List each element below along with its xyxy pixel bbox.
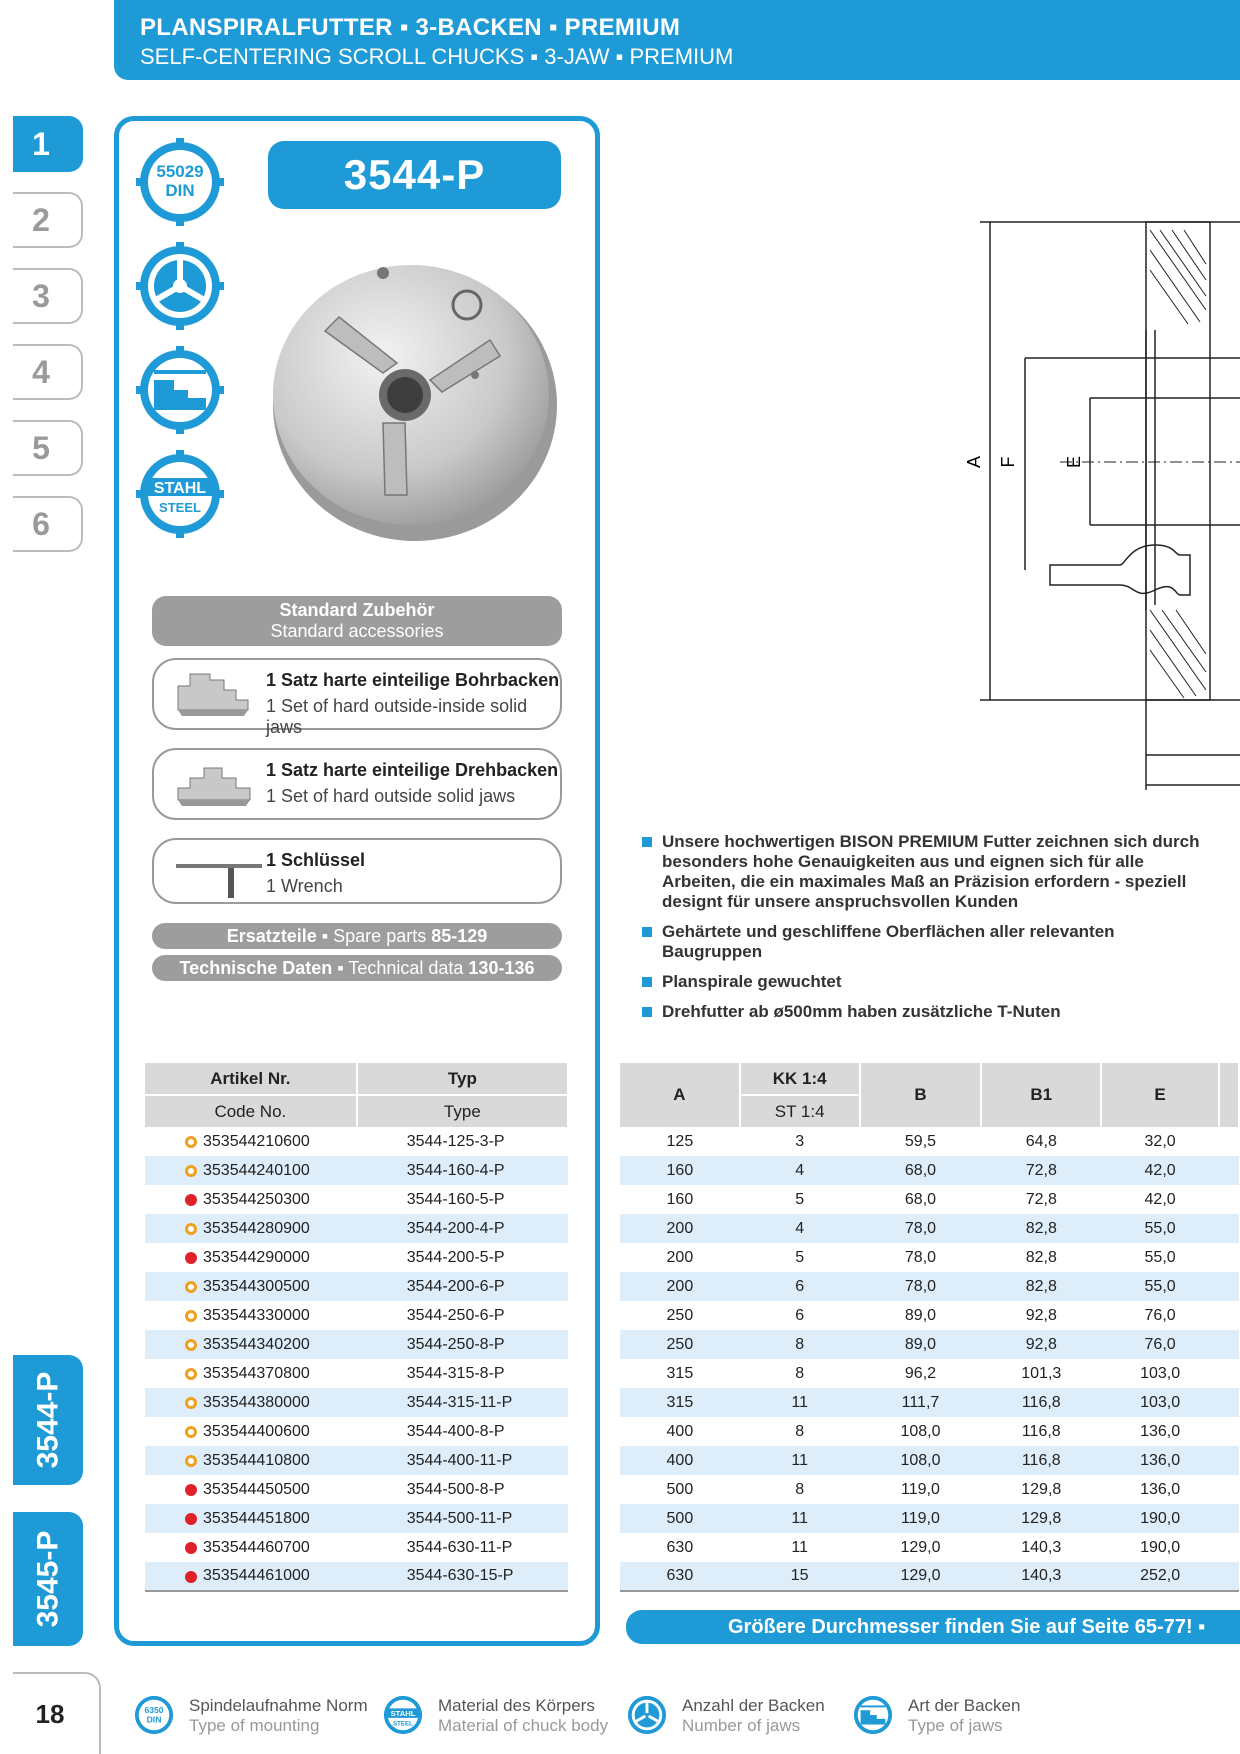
header-extra — [1219, 1063, 1239, 1127]
article-type: 3544-630-15-P — [357, 1562, 568, 1591]
three-jaw-icon — [136, 242, 224, 330]
cell-b1: 129,8 — [981, 1504, 1101, 1533]
article-code: 353544250300 — [203, 1190, 310, 1208]
cell-extra — [1219, 1562, 1239, 1591]
accessory-1-en: 1 Set of hard outside-inside solid jaws — [266, 696, 528, 737]
article-row — [145, 1533, 568, 1562]
spare-parts-de: Ersatzteile — [226, 926, 317, 946]
dimension-row — [620, 1214, 1239, 1243]
status-open-icon — [185, 1368, 197, 1380]
din-55029-badge — [136, 138, 224, 226]
legend-jaw-count-de: Anzahl der Backen — [682, 1696, 825, 1715]
cell-a: 200 — [620, 1272, 740, 1301]
cell-b1: 72,8 — [1025, 1190, 1057, 1208]
technical-data-sep: ▪ — [337, 958, 344, 978]
cell-kk: 5 — [795, 1190, 805, 1208]
cell-b1: 140,3 — [1021, 1538, 1062, 1556]
cell-b: 96,2 — [904, 1364, 937, 1382]
cell-e: 252,0 — [1101, 1562, 1219, 1591]
article-type: 3544-500-11-P — [357, 1504, 568, 1533]
cell-e: 103,0 — [1101, 1388, 1219, 1417]
accessory-3-en: 1 Wrench — [266, 876, 343, 896]
dimension-row — [620, 1359, 1239, 1388]
cell-b: 89,0 — [860, 1330, 982, 1359]
article-code-cell — [145, 1475, 357, 1504]
inside-outside-jaws-icon — [172, 670, 262, 718]
status-filled-icon — [185, 1542, 197, 1554]
article-code: 353544330000 — [203, 1306, 310, 1324]
stahl-label: STAHL — [153, 480, 207, 497]
din-number: 55029 — [156, 162, 204, 181]
cell-kk: 11 — [740, 1388, 860, 1417]
side-tab-3545-p[interactable] — [13, 1512, 83, 1646]
cell-e: 190,0 — [1140, 1538, 1181, 1556]
cell-a: 315 — [620, 1388, 740, 1417]
article-code: 353544280900 — [203, 1219, 310, 1237]
dimension-e-label: E — [1064, 455, 1084, 469]
article-row — [145, 1359, 568, 1388]
dimension-row — [620, 1446, 1239, 1475]
article-code: 353544210600 — [203, 1132, 310, 1150]
legend-mounting-en: Type of mounting — [189, 1716, 320, 1735]
cell-a: 250 — [666, 1306, 694, 1324]
din-6350-icon — [133, 1694, 175, 1736]
technical-data-link[interactable] — [152, 955, 562, 981]
article-code: 353544340200 — [203, 1335, 310, 1353]
cell-b: 119,0 — [860, 1504, 982, 1533]
accessory-3-de: 1 Schlüssel — [266, 850, 366, 870]
cell-b: 78,0 — [860, 1272, 982, 1301]
cell-e: 42,0 — [1144, 1190, 1176, 1208]
article-code: 353544240100 — [203, 1161, 310, 1179]
article-type: 3544-160-4-P — [357, 1156, 568, 1185]
article-type: 3544-125-3-P — [406, 1132, 505, 1150]
cell-extra — [1219, 1301, 1239, 1330]
article-code-cell — [145, 1127, 357, 1156]
article-code: 353544450500 — [203, 1480, 310, 1498]
cell-b: 68,0 — [860, 1156, 982, 1185]
article-code-cell — [145, 1330, 357, 1359]
stahl-steel-badge — [136, 450, 224, 538]
header-b1: B1 — [981, 1063, 1101, 1127]
side-tab-label: 3544-P — [31, 1371, 64, 1469]
article-row — [145, 1330, 568, 1359]
cell-extra — [1219, 1504, 1239, 1533]
cell-a: 200 — [620, 1214, 740, 1243]
dimension-row — [620, 1330, 1239, 1359]
chapter-tabs — [13, 116, 83, 572]
cell-e: 136,0 — [1101, 1446, 1219, 1475]
article-row — [145, 1446, 568, 1475]
cell-a: 315 — [666, 1364, 694, 1382]
cell-b1: 116,8 — [981, 1446, 1101, 1475]
cell-b: 111,7 — [860, 1388, 982, 1417]
cell-e: 55,0 — [1144, 1248, 1176, 1266]
article-type: 3544-160-5-P — [406, 1190, 505, 1208]
dimension-f-label: F — [998, 456, 1018, 468]
cell-a: 630 — [666, 1538, 694, 1556]
spare-parts-pages: 85-129 — [431, 926, 488, 946]
cell-kk: 5 — [795, 1248, 805, 1266]
cell-b: 108,0 — [900, 1422, 941, 1440]
accessory-2-de: 1 Satz harte einteilige Drehbacken — [266, 760, 559, 780]
technical-data-en: Technical data — [348, 958, 464, 978]
dimension-a-label: A — [964, 455, 984, 469]
article-code: 353544290000 — [203, 1248, 310, 1266]
header-e: E — [1101, 1063, 1219, 1127]
chapter-tab-3[interactable]: 3 — [13, 268, 83, 324]
article-type: 3544-315-11-P — [357, 1388, 568, 1417]
cell-b: 89,0 — [904, 1306, 937, 1324]
legend-mounting-de: Spindelaufnahme Norm — [189, 1696, 368, 1715]
cell-e: 32,0 — [1144, 1132, 1176, 1150]
status-open-icon — [185, 1455, 197, 1467]
footer-badge-number: 6350 — [144, 1705, 164, 1716]
article-code-cell — [145, 1562, 357, 1591]
chapter-tab-1[interactable]: 1 — [13, 116, 83, 172]
cell-b1: 140,3 — [981, 1562, 1101, 1591]
dimension-row — [620, 1475, 1239, 1504]
cell-extra — [1219, 1475, 1239, 1504]
article-code-cell — [145, 1272, 357, 1301]
page-header — [114, 0, 1240, 80]
article-row — [145, 1127, 568, 1156]
cell-a: 500 — [620, 1504, 740, 1533]
cell-a: 125 — [666, 1132, 694, 1150]
cell-extra — [1219, 1214, 1239, 1243]
article-type: 3544-200-4-P — [357, 1214, 568, 1243]
article-row — [145, 1272, 568, 1301]
cell-e: 76,0 — [1101, 1330, 1219, 1359]
article-type: 3544-200-6-P — [357, 1272, 568, 1301]
chapter-tab-5[interactable]: 5 — [13, 420, 83, 476]
legend-mounting — [133, 1694, 368, 1738]
status-open-icon — [185, 1426, 197, 1438]
cell-kk: 8 — [740, 1330, 860, 1359]
cell-b1: 92,8 — [981, 1330, 1101, 1359]
status-filled-icon — [185, 1484, 197, 1496]
cell-kk: 8 — [795, 1422, 805, 1440]
dimensions-table — [620, 1063, 1240, 1592]
status-filled-icon — [185, 1571, 197, 1583]
page-footer — [0, 1672, 1240, 1754]
article-type: 3544-500-8-P — [406, 1480, 505, 1498]
cell-b1: 101,3 — [1021, 1364, 1062, 1382]
cell-b: 108,0 — [860, 1446, 982, 1475]
cell-b: 59,5 — [904, 1132, 937, 1150]
cell-extra — [1219, 1417, 1239, 1446]
din-label: DIN — [165, 181, 195, 200]
accessories-heading-de: Standard Zubehör — [279, 600, 435, 620]
cell-kk: 6 — [740, 1272, 860, 1301]
header-kk: KK 1:4 — [740, 1063, 860, 1095]
cell-extra — [1219, 1185, 1239, 1214]
cell-extra — [1219, 1359, 1239, 1388]
legend-jaw-count-en: Number of jaws — [682, 1716, 801, 1735]
legend-jaw-type-de: Art der Backen — [908, 1696, 1021, 1715]
article-code-cell — [145, 1243, 357, 1272]
spare-parts-en: Spare parts — [333, 926, 427, 946]
article-table — [145, 1063, 569, 1592]
cell-a: 250 — [620, 1330, 740, 1359]
side-tab-label: 3545-P — [31, 1530, 64, 1628]
article-code-cell — [145, 1504, 357, 1533]
status-filled-icon — [185, 1513, 197, 1525]
header-article-no: Artikel Nr. — [145, 1063, 357, 1095]
solid-jaw-icon — [136, 346, 224, 434]
legend-jaw-type-en: Type of jaws — [908, 1716, 1003, 1735]
status-open-icon — [185, 1136, 197, 1148]
status-open-icon — [185, 1223, 197, 1235]
article-code-cell — [145, 1156, 357, 1185]
status-open-icon — [185, 1339, 197, 1351]
cell-extra — [1219, 1446, 1239, 1475]
technical-data-de: Technische Daten — [179, 958, 333, 978]
dimension-row — [620, 1562, 1239, 1591]
dimension-row — [620, 1185, 1239, 1214]
status-filled-icon — [185, 1252, 197, 1264]
article-type: 3544-250-6-P — [406, 1306, 505, 1324]
header-st: ST 1:4 — [740, 1095, 860, 1127]
cell-b: 78,0 — [860, 1214, 982, 1243]
dimension-row — [620, 1301, 1239, 1330]
header-a: A — [620, 1063, 740, 1127]
cell-b1: 116,8 — [981, 1388, 1101, 1417]
cell-kk: 15 — [740, 1562, 860, 1591]
article-code: 353544451800 — [203, 1509, 310, 1527]
footer-steel-label: STEEL — [393, 1720, 413, 1728]
technical-data-pages: 130-136 — [468, 958, 535, 978]
footer-stahl-label: STAHL — [390, 1708, 416, 1718]
dimension-row — [620, 1388, 1239, 1417]
cell-kk: 11 — [791, 1538, 808, 1556]
cell-b1: 82,8 — [1025, 1248, 1057, 1266]
cell-b: 119,0 — [901, 1480, 940, 1498]
article-row — [145, 1156, 568, 1185]
cell-a: 160 — [666, 1190, 694, 1208]
cell-kk: 11 — [740, 1504, 860, 1533]
steel-label: STEEL — [159, 500, 201, 515]
feature-item: Gehärtete und geschliffene Oberflächen aller relevanten Baugruppen — [640, 922, 1200, 962]
article-code-cell — [145, 1446, 357, 1475]
accessory-1-de: 1 Satz harte einteilige Bohrbacken — [266, 670, 560, 690]
article-code-cell — [145, 1359, 357, 1388]
spare-parts-link[interactable] — [152, 923, 562, 949]
legend-material-de: Material des Körpers — [438, 1696, 595, 1715]
cell-b1: 129,8 — [1021, 1480, 1062, 1498]
dimension-row — [620, 1156, 1239, 1185]
status-open-icon — [185, 1165, 197, 1177]
status-open-icon — [185, 1397, 197, 1409]
header-title-de: PLANSPIRALFUTTER ▪ 3-BACKEN ▪ PREMIUM — [140, 14, 681, 41]
cell-extra — [1219, 1388, 1239, 1417]
cell-a: 400 — [666, 1422, 694, 1440]
article-code: 353544460700 — [203, 1538, 310, 1556]
article-row — [145, 1504, 568, 1533]
model-title: 3544-P — [268, 141, 561, 209]
dimension-row — [620, 1533, 1239, 1562]
feature-item: Unsere hochwertigen BISON PREMIUM Futter zeichnen sich durch besonders hohe Genauigkeiten aus und eignen sich für alle Arbeiten, die ein maximales Maß an Präzision erfordern - speziell designt für unsere anspruchsvollen Kunden — [640, 832, 1200, 912]
article-row — [145, 1185, 568, 1214]
article-type: 3544-200-5-P — [406, 1248, 505, 1266]
wrench-icon — [172, 850, 262, 898]
footer-badge-din: DIN — [146, 1714, 162, 1725]
jaw-count-icon — [626, 1694, 668, 1736]
header-title-en: SELF-CENTERING SCROLL CHUCKS ▪ 3-JAW ▪ PREMIUM — [140, 44, 734, 69]
dimension-row — [620, 1417, 1239, 1446]
cell-e: 190,0 — [1101, 1504, 1219, 1533]
status-filled-icon — [185, 1194, 197, 1206]
header-type: Typ — [357, 1063, 568, 1095]
cell-e: 76,0 — [1144, 1306, 1176, 1324]
cell-extra — [1219, 1156, 1239, 1185]
cell-e: 42,0 — [1101, 1156, 1219, 1185]
cell-extra — [1219, 1243, 1239, 1272]
chapter-tab-2[interactable]: 2 — [13, 192, 83, 248]
article-code: 353544410800 — [203, 1451, 310, 1469]
article-row — [145, 1301, 568, 1330]
article-row — [145, 1417, 568, 1446]
cell-kk: 11 — [740, 1446, 860, 1475]
article-type: 3544-630-11-P — [406, 1538, 513, 1556]
article-code: 353544400600 — [203, 1422, 310, 1440]
chapter-tab-6[interactable]: 6 — [13, 496, 83, 552]
article-code: 353544300500 — [203, 1277, 310, 1295]
cell-e: 136,0 — [1140, 1422, 1181, 1440]
article-type: 3544-400-8-P — [406, 1422, 505, 1440]
cell-e: 55,0 — [1101, 1214, 1219, 1243]
cell-kk: 8 — [795, 1364, 805, 1382]
cell-extra — [1219, 1127, 1239, 1156]
article-type: 3544-315-8-P — [406, 1364, 505, 1382]
cell-extra — [1219, 1272, 1239, 1301]
accessory-2-en: 1 Set of hard outside solid jaws — [266, 786, 516, 806]
outside-jaws-icon — [172, 760, 262, 808]
accessories-heading-en: Standard accessories — [270, 621, 444, 641]
article-code-cell — [145, 1388, 357, 1417]
header-b: B — [860, 1063, 982, 1127]
cell-kk: 4 — [740, 1214, 860, 1243]
cell-b1: 64,8 — [1025, 1132, 1057, 1150]
spare-parts-sep: ▪ — [321, 926, 329, 946]
feature-list — [640, 832, 1200, 1032]
cell-b: 129,0 — [860, 1562, 982, 1591]
article-code-cell — [145, 1185, 357, 1214]
cell-a: 500 — [666, 1480, 694, 1498]
article-type: 3544-250-8-P — [357, 1330, 568, 1359]
status-open-icon — [185, 1310, 197, 1322]
cell-a: 400 — [620, 1446, 740, 1475]
cell-kk: 4 — [740, 1156, 860, 1185]
article-code: 353544370800 — [203, 1364, 310, 1382]
header-type-en: Type — [357, 1095, 568, 1127]
article-code: 353544380000 — [203, 1393, 310, 1411]
feature-item: Drehfutter ab ø500mm haben zusätzliche T-Nuten — [640, 1002, 1200, 1022]
cell-b1: 116,8 — [1021, 1422, 1061, 1440]
accessory-item-wrench — [152, 838, 562, 904]
cell-e: 55,0 — [1101, 1272, 1219, 1301]
article-row — [145, 1388, 568, 1417]
page-number: 18 — [13, 1672, 101, 1754]
cell-b1: 92,8 — [1025, 1306, 1057, 1324]
cell-b1: 82,8 — [981, 1214, 1101, 1243]
legend-material-en: Material of chuck body — [438, 1716, 609, 1735]
legend-jaw-type — [852, 1694, 1032, 1738]
status-open-icon — [185, 1281, 197, 1293]
dimension-row — [620, 1272, 1239, 1301]
article-code-cell — [145, 1301, 357, 1330]
chuck-product-image — [265, 245, 565, 545]
cell-a: 630 — [620, 1562, 740, 1591]
cell-b: 68,0 — [904, 1190, 937, 1208]
accessory-item-drilling-jaws — [152, 658, 562, 737]
dimension-row — [620, 1127, 1239, 1156]
article-code-cell — [145, 1533, 357, 1562]
legend-jaw-count — [626, 1694, 825, 1738]
article-type: 3544-400-11-P — [357, 1446, 568, 1475]
cell-a: 200 — [666, 1248, 694, 1266]
cell-b1: 82,8 — [981, 1272, 1101, 1301]
cell-b1: 72,8 — [981, 1156, 1101, 1185]
article-code-cell — [145, 1417, 357, 1446]
cell-extra — [1219, 1330, 1239, 1359]
cell-kk: 3 — [795, 1132, 805, 1150]
larger-diameters-note[interactable]: Größere Durchmesser finden Sie auf Seite 65-77! ▪ — [626, 1610, 1240, 1644]
technical-drawing — [940, 210, 1240, 800]
stahl-icon — [382, 1694, 424, 1736]
cell-kk: 6 — [795, 1306, 805, 1324]
cell-b: 78,0 — [904, 1248, 937, 1266]
accessory-item-turning-jaws — [152, 748, 562, 820]
header-code-no: Code No. — [145, 1095, 357, 1127]
jaw-type-icon — [852, 1694, 894, 1736]
article-code: 353544461000 — [203, 1567, 310, 1584]
chapter-tab-4[interactable]: 4 — [13, 344, 83, 400]
article-row — [145, 1243, 568, 1272]
accessories-heading — [152, 596, 562, 646]
cell-a: 160 — [620, 1156, 740, 1185]
cell-extra — [1219, 1533, 1239, 1562]
article-row — [145, 1475, 568, 1504]
article-row — [145, 1562, 568, 1591]
cell-kk: 8 — [795, 1480, 805, 1498]
cell-b: 129,0 — [900, 1538, 941, 1556]
dimension-row — [620, 1243, 1239, 1272]
side-tab-3544-p[interactable] — [13, 1355, 83, 1485]
cell-e: 136,0 — [1140, 1480, 1181, 1498]
cell-e: 103,0 — [1140, 1364, 1181, 1382]
article-code-cell — [145, 1214, 357, 1243]
feature-item: Planspirale gewuchtet — [640, 972, 1200, 992]
dimension-row — [620, 1504, 1239, 1533]
article-row — [145, 1214, 568, 1243]
legend-material — [382, 1694, 609, 1738]
